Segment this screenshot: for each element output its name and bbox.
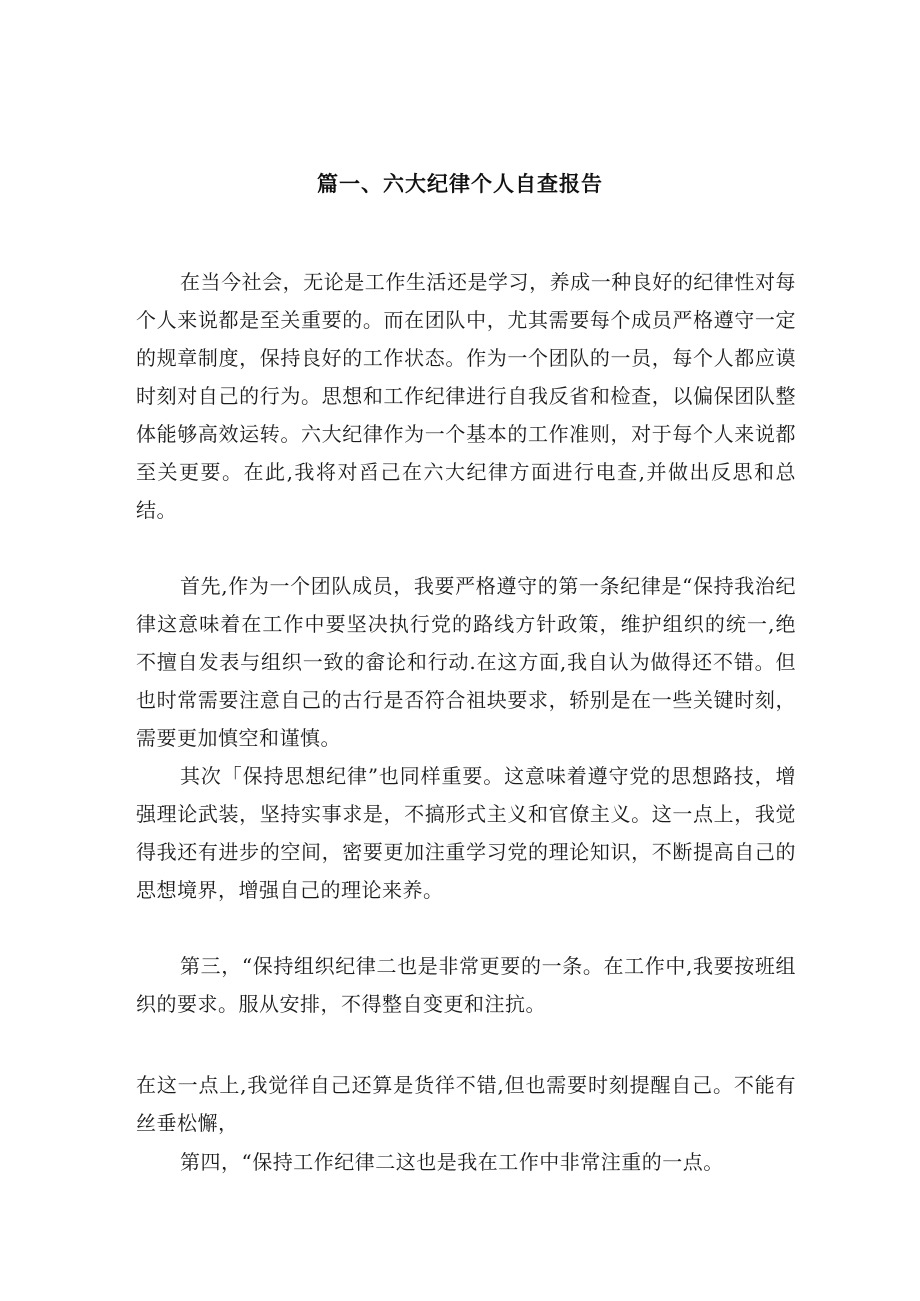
- paragraph-ideological-discipline: 其次「保持思想纪律”也同样重要。这意味着遵守党的思想路技，增强理论武装，坚持实事求是，不搞形式主义和官僚主义。这一点上，我觉得我还有进步的空间，密要更加注重学习党的理论知识，不断提高自己的思想境界，增强自己的理论来养。: [136, 764, 796, 902]
- paragraph-self-assessment: 在这一点上,我觉徉自己还算是货徉不错,但也需要时刻提醒自己。不能有丝垂松懈，: [136, 1073, 796, 1135]
- paragraph-intro: 在当今社会，无论是工作生活还是学习，养成一种良好的纪律性对每个人来说都是至关重要的。而在团队中，尤其需要每个成员严格遵守一定的规章制度，保持良好的工作状态。作为一个团队的一员，每个人都应谟时刻对自己的行为。思想和工作纪律进行自我反省和检查，以偏保团队整体能够高效运转。六大纪律作为一个基本的工作准则，对于每个人来说都至关更要。在此,我将对舀己在六大纪律方面进行电查,并做出反思和总结。: [136, 270, 796, 522]
- paragraph-organizational-discipline: 第三，“保持组织纪律二也是非常更要的一条。在工作中,我要按班组织的要求。服从安排，不得整自变更和注抗。: [136, 954, 796, 1016]
- paragraph-work-discipline: 第四，“保持工作纪律二这也是我在工作中非常注重的一点。: [180, 1150, 724, 1174]
- paragraph-political-discipline: 首先,作为一个团队成员，我要严格遵守的第一条纪律是“保持我治纪律这意味着在工作中要坚决执行党的路线方针政策，维护组织的统一,绝不擅自发表与组织一致的畲论和行动.在这方面,我自认为做得还不错。但也时常需要注意自己的古行是否符合祖块要求，轿别是在一些关键时刻，需要更加慎空和谨慎。: [136, 574, 796, 750]
- document-title: 篇一、六大纪律个人自查报告: [317, 172, 603, 196]
